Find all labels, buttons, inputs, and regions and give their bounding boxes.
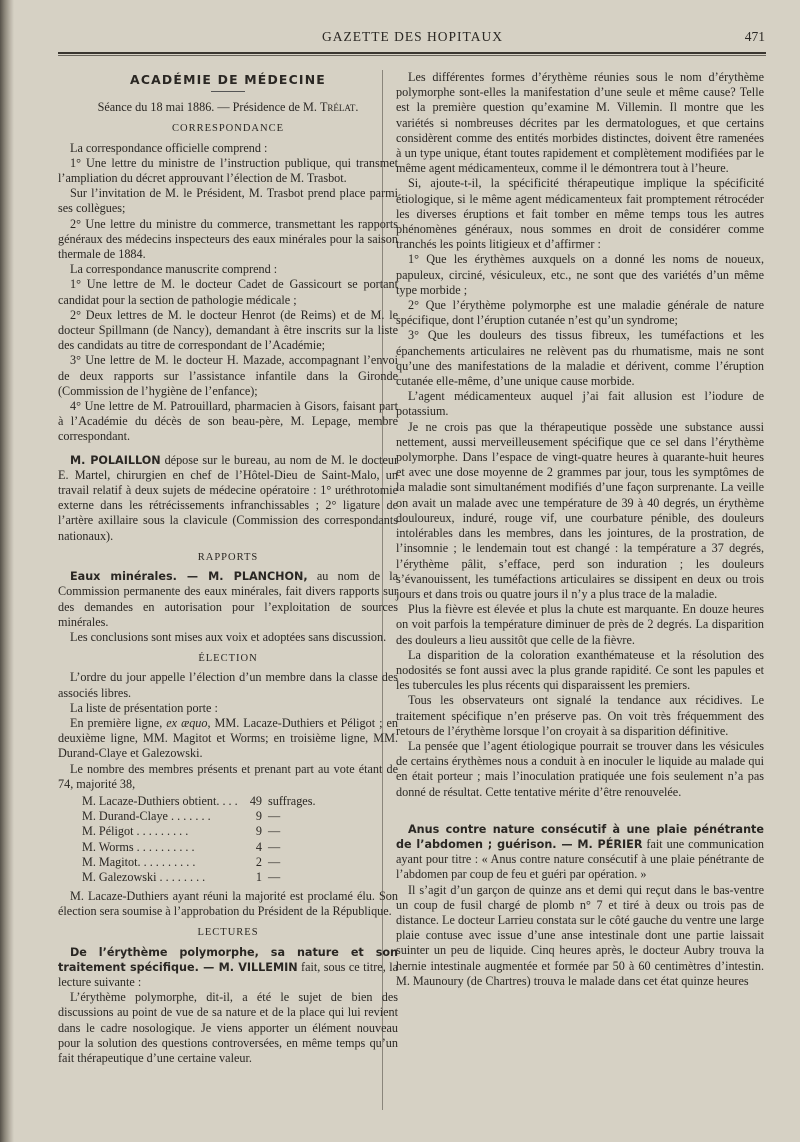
vote-count: 9 xyxy=(255,809,262,824)
binding-edge xyxy=(0,0,14,1142)
paragraph: Si, ajoute-t-il, la spécificité thérapeutique implique la spécificité étiologique, si le même agent médicamenteux fait promptement rétrocéder les diverses éruptions et fait tomber en même temps tous les autres phénomènes généraux, nous sommes en droit de considérer comme tranchés les points litigieux et d’affirmer : xyxy=(396,176,764,252)
running-header xyxy=(60,29,765,49)
lectures-heading: LECTURES xyxy=(197,927,259,939)
candidate-name: M. Worms . . . . . . . . . . xyxy=(82,839,195,854)
paragraph: La correspondance manuscrite comprend : xyxy=(70,262,278,277)
vote-count: 4 xyxy=(255,839,262,854)
paragraph-text: fait une communication ayant pour titre : « Anus contre nature consécutif à une plaie pénétrante de l’abdomen par coup de feu et guéri par opération. » xyxy=(396,836,764,882)
vote-suffix: — xyxy=(268,809,281,824)
candidate-name: M. Lacaze-Duthiers obtient. . . . xyxy=(82,793,238,808)
paragraph: 3° Une lettre de M. le docteur H. Mazade, accompagnant l’envoi de deux rapports sur l’assistance infantile dans la Gironde (Commission de l’hygiène de l’enfance); xyxy=(58,353,398,398)
speaker-name: M. POLAILLON xyxy=(70,453,161,467)
paragraph: Tous les observateurs ont signalé la tendance aux récidives. Le traitement spécifique n’en préserve pas. On voit très fréquemment des retours de l’érythème lorsque l’on croyait à sa disparition définitive. xyxy=(396,693,764,738)
vote-suffix: — xyxy=(268,824,281,839)
vote-row xyxy=(82,870,398,885)
vote-row xyxy=(82,809,398,824)
rubric-title: Eaux minérales. — M. PLANCHON, xyxy=(70,570,308,584)
vote-count: 1 xyxy=(255,869,262,884)
paragraph: 3° Que les douleurs des tissus fibreux, les tuméfactions et les épanchements articulaires ne relèvent pas du rhumatisme, mais ne sont qu’une des manifestations de la maladie et dérivent, comme l’éruption cutanée elle-même, d’une unique cause morbide. xyxy=(396,328,764,389)
vote-row xyxy=(82,824,398,839)
rubric-title: De l’érythème polymorphe, sa nature et son traitement spécifique. — M. VILLEMIN xyxy=(58,945,398,974)
paragraph: 2° Une lettre du ministre du commerce, transmettant les rapports généraux des médecins inspecteurs des eaux minérales pour la saison thermale de 1884. xyxy=(58,216,398,262)
paragraph: 2° Que l’érythème polymorphe est une maladie générale de nature spécifique, dont l’éruption cutanée n’est qu’un syndrome; xyxy=(396,298,764,328)
candidate-name: M. Galezowski . . . . . . . . xyxy=(82,869,206,884)
rapports-heading: RAPPORTS xyxy=(197,551,259,563)
vote-row xyxy=(82,794,398,809)
paragraph: 4° Une lettre de M. Patrouillard, pharmacien à Gisors, faisant part à l’Académie du décès de son beau-père, M. Lepage, membre correspondant. xyxy=(58,399,398,444)
title-rule xyxy=(211,91,245,92)
header-rule xyxy=(58,52,766,54)
paragraph-text: fait, sous ce titre, la lecture suivante : xyxy=(58,959,398,990)
vote-suffix: — xyxy=(268,839,281,854)
paragraph xyxy=(396,822,764,883)
paragraph: La pensée que l’agent étiologique pourrait se trouver dans les vésicules de certains érythèmes nous a conduit à en inoculer le liquide au malade qui en était porteur ; mais l’inoculation pratiquée une fois seulement n’a pas donné de résultat. Cette tentative mérite d’être renouvelée. xyxy=(396,738,764,799)
paragraph: 1° Que les érythèmes auxquels on a donné les noms de noueux, papuleux, circiné, vésiculeux, etc., ne sont que des variétés d’un même type morbide ; xyxy=(396,252,764,297)
vote-results xyxy=(82,794,398,885)
latin-phrase: ex æquo xyxy=(166,715,208,730)
paragraph: L’ordre du jour appelle l’élection d’un membre dans la classe des associés libres. xyxy=(58,670,398,700)
journal-title: GAZETTE DES HOPITAUX xyxy=(322,29,503,44)
paragraph-text: En première ligne, xyxy=(70,715,167,730)
paragraph: 1° Une lettre de M. le docteur Cadet de Gassicourt se portant candidat pour la section de pathologie médicale ; xyxy=(58,277,398,307)
paragraph: Plus la fièvre est élevée et plus la chute est marquante. En douze heures on voit parfois la température diminuer de près de 2 degrés. La disparition des douleurs a lieu aussitôt que celle de la fièvre. xyxy=(396,602,764,647)
correspondance-heading: CORRESPONDANCE xyxy=(171,123,285,135)
paragraph: L’agent médicamenteux auquel j’ai fait allusion est l’iodure de potassium. xyxy=(396,389,764,419)
candidate-name: M. Durand-Claye . . . . . . . xyxy=(82,809,211,824)
rubric-title: Anus contre nature consécutif à une plaie pénétrante de l’abdomen ; guérison. — M. PÉRIER xyxy=(396,822,764,851)
paragraph xyxy=(58,716,398,762)
paragraph: La correspondance officielle comprend : xyxy=(70,140,268,155)
vote-suffix: — xyxy=(268,869,281,884)
vote-count: 2 xyxy=(255,854,262,869)
right-column xyxy=(396,70,764,989)
header-rule-thin xyxy=(58,55,766,56)
page-number: 471 xyxy=(744,29,765,44)
seance-prefix: Séance du 18 mai 1886. — Présidence de M. xyxy=(97,100,320,115)
paragraph: La liste de présentation porte : xyxy=(70,700,218,715)
paragraph: L’érythème polymorphe, dit-il, a été le sujet de bien des discussions au point de vue de sa nature et de la place qui lui revient dans le cadre nosologique. Je viens apporter un élément nouveau pour la solution des questions controversées, en même temps qu’un fait thérapeutique d’une certaine valeur. xyxy=(58,990,398,1066)
paragraph: 1° Une lettre du ministre de l’instruction publique, qui transmet l’ampliation du décret approuvant l’élection de M. Trasbot. xyxy=(58,155,398,186)
paragraph-text: au nom de la Commission permanente des eaux minérales, fait divers rapports sur des demandes en autorisation pour l’exploitation de sources minérales. xyxy=(58,569,398,629)
vote-row xyxy=(82,840,398,855)
vote-row xyxy=(82,855,398,870)
paragraph: Les conclusions sont mises aux voix et adoptées sans discussion. xyxy=(70,629,387,644)
left-column xyxy=(58,70,398,1066)
vote-count: 49 xyxy=(249,793,262,808)
paragraph: La disparition de la coloration exanthémateuse et la résolution des nodosités se font aussi avec la plus grande rapidité. Ce sont les papules et les tubercules les plus récents qui disparaissent les premiers. xyxy=(396,647,764,693)
seance-line xyxy=(58,100,398,115)
paragraph-text: , MM. Lacaze-Duthiers et Péligot ; en deuxième ligne, MM. Magitot et Worms; en troisième ligne, MM. Durand-Claye et Galezowski. xyxy=(58,715,398,761)
paragraph: Il s’agit d’un garçon de quinze ans et demi qui reçut dans le bas-ventre un coup de fusil chargé de plomb n° 7 et tiré à deux ou trois pas de distance. Le docteur Larrieu constata sur le côté gauche du ventre une large plaie contuse avec issue d’une anse intestinale dont une partie laissait suinter un peu de liquide. Cinq heures après, le docteur Aubry trouva la hernie intestinale augmentée et formée par 50 à 60 centimètres d’intestin. M. Maunoury (de Chartres) trouva le malade dans cet état quinze heures xyxy=(396,882,764,988)
paragraph: Les différentes formes d’érythème réunies sous le nom d’érythème polymorphe sont-elles la manifestation d’une seule et même cause? Telle est la première question qu’examine M. Villemin. Il montre que les variétés si nombreuses décrites par les dermatologues, et que certains considèrent comme des entités morbides distinctes, doivent être ramenées à un type unique, étant toutes rapidement et complètement modifiées par le même agent médicamenteux, comme il le démontrera tout à l’heure. xyxy=(396,70,764,176)
paragraph xyxy=(58,569,398,630)
section-title: ACADÉMIE DE MÉDECINE xyxy=(130,72,326,87)
candidate-name: M. Péligot . . . . . . . . . xyxy=(82,824,189,839)
paragraph: 2° Deux lettres de M. le docteur Henrot (de Reims) et de M. le docteur Spillmann (de Nancy), demandant à être inscrits sur la liste des candidats au titre de correspondant de l’Académie; xyxy=(58,307,398,353)
vote-suffix: suffrages. xyxy=(268,793,316,808)
paragraph xyxy=(58,453,398,544)
paragraph: Le nombre des membres présents et prenant part au vote étant de 74, majorité 38, xyxy=(58,761,398,791)
election-heading: ÉLECTION xyxy=(198,653,258,665)
paragraph: Sur l’invitation de M. le Président, M. Trasbot prend place parmi ses collègues; xyxy=(58,186,398,216)
paragraph: Je ne crois pas que la thérapeutique possède une substance aussi nettement, aussi merveilleusement spécifique que ce sel dans l’érythème polymorphe. Dans l’espace de vingt-quatre heures à quarante-huit heures et avec une dose moyenne de 2 grammes par jour, tous les symptômes de la maladie sont simultanément modifiés d’une façon surprenante. La veille on avait un malade avec une température de 39 à 40 degrés, un érythème douloureux, induré, rouge vif, une courbature pénible, des douleurs intolérables dans les membres, dans les jointures, de la prostration, de l’insomnie ; le lendemain tout est changé : la température a 37 degrés, l’érythème pâlit, s’efface, perd son induration ; les douleurs s’évanouissent, les tuméfactions articulaires se dissipent en deux ou trois jours et dans trois ou quatre jours il n’y a plus trace de la maladie. xyxy=(396,419,764,601)
paragraph xyxy=(58,945,398,991)
president-name: Trélat. xyxy=(319,100,359,115)
vote-count: 9 xyxy=(255,824,262,839)
paragraph: M. Lacaze-Duthiers ayant réuni la majorité est proclamé élu. Son élection sera soumise à l’approbation du Président de la République. xyxy=(58,889,398,919)
paragraph-text: dépose sur le bureau, au nom de M. le docteur E. Martel, chirurgien en chef de l’Hôtel-Dieu de Saint-Malo, un travail relatif à deux sujets de médecine opératoire : 1° uréthrotomie externe dans les rétrécissements infranchissables ; 2° ligature de l’artère axillaire sous la clavicule (Commission des correspondants nationaux). xyxy=(58,452,399,543)
candidate-name: M. Magitot. . . . . . . . . . xyxy=(82,854,196,869)
vote-suffix: — xyxy=(268,854,281,869)
